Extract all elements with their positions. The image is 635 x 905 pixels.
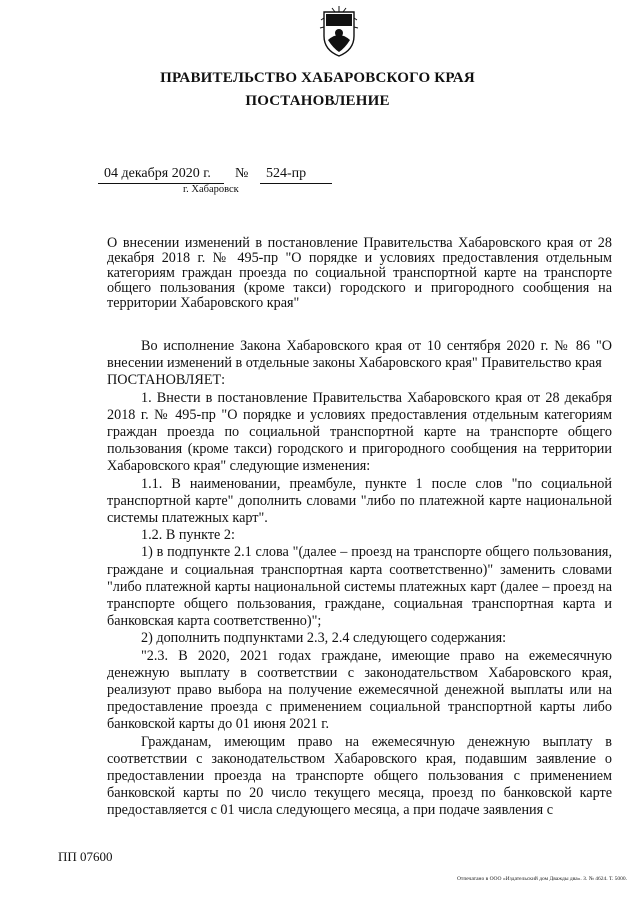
document-body [107, 338, 612, 820]
coat-of-arms-emblem [318, 6, 360, 58]
body-paragraph: Гражданам, имеющим право на ежемесячную денежную выплату в соответствии с законодательством Хабаровского края, подавшим заявление о предоставлении проезда на транспорте общего пользования с применением банковской карты по 20 число текущего месяца, проезд по банковской карте предоставляется с 01 числа следующего месяца, а при подаче заявления с [107, 733, 612, 819]
body-paragraph: 2) дополнить подпунктами 2.3, 2.4 следующего содержания: [141, 630, 507, 647]
body-paragraph: Во исполнение Закона Хабаровского края от 10 сентября 2020 г. № 86 "О внесении изменений в отдельные законы Хабаровского края" Правительство края [107, 338, 612, 372]
body-paragraph: 1) в подпункте 2.1 слова "(далее – проезд на транспорте общего пользования, граждане и социальная транспортная карта соответственно)" заменить словами "либо платежной карты национальной системы платежных карт (далее – проезд на транспорте общего пользования, граждане, социальная транспортная карта и банковская карта соответственно)"; [107, 544, 612, 630]
form-code: ПП 07600 [58, 849, 113, 864]
document-type-heading: ПОСТАНОВЛЕНИЕ [245, 93, 390, 109]
government-name-heading: ПРАВИТЕЛЬСТВО ХАБАРОВСКОГО КРАЯ [160, 70, 475, 86]
document-city: г. Хабаровск [183, 184, 239, 195]
number-underline [260, 183, 332, 184]
body-paragraph: 1.2. В пункте 2: [141, 527, 235, 544]
body-paragraph: "2.3. В 2020, 2021 годах граждане, имеющие право на ежемесячную денежную выплату в соответствии с законодательством Хабаровского края, реализуют право выбора на получение ежемесячной денежной выплаты или на предоставление проезда с применением социальной транспортной карты либо банковской карты до 01 июня 2021 г. [107, 647, 612, 733]
decree-keyword: ПОСТАНОВЛЯЕТ: [107, 372, 226, 389]
body-paragraph: 1.1. В наименовании, преамбуле, пункте 1 после слов "по социальной транспортной карте" дополнить словами "либо по платежной карте национальной системы платежных карт". [107, 475, 612, 527]
print-imprint: Отпечатано в ООО «Издательский дом Дважды два». З. № 4624. Т. 5000. [456, 876, 627, 882]
document-title: О внесении изменений в постановление Правительства Хабаровского края от 28 декабря 2018 г. № 495-пр "О порядке и условиях предоставления отдельным категориям граждан проезда по социальной транспортной карте на транспорте общего пользования (кроме такси) городского и пригородного сообщения на территории Хабаровского края" [107, 235, 612, 311]
document-date: 04 декабря 2020 г. [104, 166, 211, 181]
number-sign: № [235, 166, 249, 181]
body-paragraph: 1. Внести в постановление Правительства Хабаровского края от 28 декабря 2018 г. № 495-пр "О порядке и условиях предоставления отдельным категориям граждан проезда по социальной транспортной карте на транспорте общего пользования (кроме такси) городского и пригородного сообщения на территории Хабаровского края" следующие изменения: [107, 389, 612, 475]
document-number: 524-пр [266, 166, 307, 181]
